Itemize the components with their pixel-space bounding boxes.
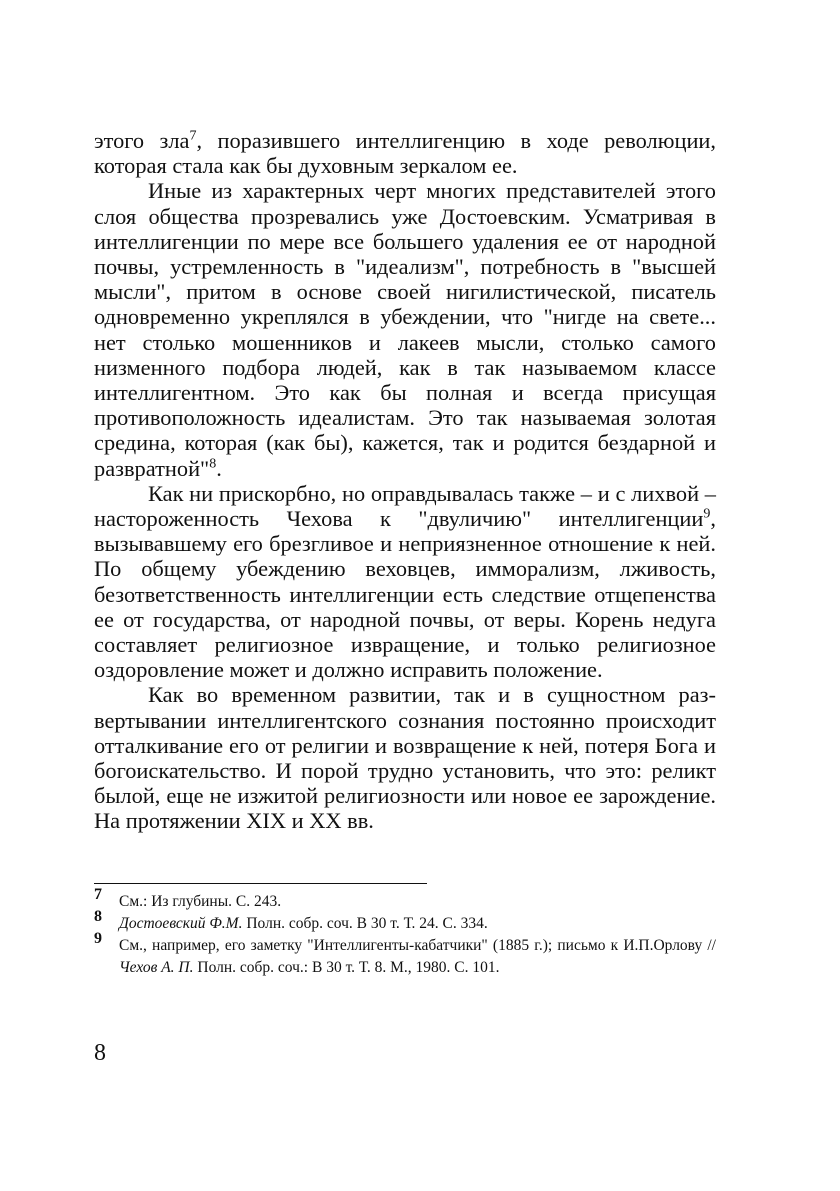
footnote-ref-7[interactable]: 7 xyxy=(189,128,197,144)
footnote-text-after: Полн. собр. соч. В 30 т. Т. 24. С. 334. xyxy=(242,915,488,932)
page-body xyxy=(94,128,716,834)
footnote-text: См., например, его заметку "Интеллигенты-кабатчики" (1885 г.); письмо к И.П.Орлову // xyxy=(119,937,716,954)
page-number: 8 xyxy=(94,1040,106,1066)
footnote-number: 7 xyxy=(94,886,102,903)
paragraph-2-text: Иные из характерных черт многих представителей этого слоя общества прозревались уже Достоевским. Усматривая в интеллигенции по мере все большего удаления ее от народной почвы, устремленность в "идеализм", потребность в "высшей мысли", притом в основе своей нигилистической, писатель одновременно укреплялся в убеждении, что "нигде на свете... нет столько мошенников и лакеев мысли, столько самого низменного подбора людей, как в так называемом классе интеллигентном. Это как бы полная и всегда присущая противоположность идеалистам. Это так называемая золотая средина, которая (как бы), кажется, так и родится бездарной и развратной" xyxy=(94,178,716,481)
footnote-9 xyxy=(94,930,716,979)
paragraph-3 xyxy=(94,481,716,683)
footnote-text-after: Полн. собр. соч.: В 30 т. Т. 8. М., 1980. С. 101. xyxy=(193,959,500,976)
footnote-author: Достоевский Ф.М. xyxy=(119,915,243,932)
paragraph-4 xyxy=(94,682,716,833)
paragraph-2-end: . xyxy=(216,455,222,481)
footnote-ref-9[interactable]: 9 xyxy=(703,506,711,522)
paragraph-3-text-a: Как ни прискорбно, но оправдывалась также – и с лихвой – настороженность Чехова к "двуличию" интеллигенции xyxy=(94,480,716,532)
paragraph-4-text: Как во временном развитии, так и в сущностном развертывании интеллигентского сознания постоянно происходит отталкивание его от религии и возвращение к ней, потеря Бога и богоискательство. И порой трудно установить, что это: реликт былой, еще не изжитой религиозности или новое ее зарождение. На протяжении XIX и XX вв. xyxy=(94,682,716,834)
footnote-8 xyxy=(94,908,716,935)
footnote-number: 8 xyxy=(94,908,102,925)
footnote-divider xyxy=(94,883,427,884)
paragraph-2 xyxy=(94,178,716,480)
paragraph-3-text-b: , вызывавшему его брезгливое и неприязненное отношение к ней. По общему убеждению веховцев, имморализм, лживость, безответственность интеллигенции есть следствие отщепенства ее от государства, от народной почвы, от веры. Корень недуга составляет религиозное извращение, и только религиозное оздоровление может и должно исправить положение. xyxy=(94,506,716,683)
footnote-number: 9 xyxy=(94,930,102,947)
footnotes xyxy=(94,886,716,979)
footnote-text: См.: Из глубины. С. 243. xyxy=(119,893,282,910)
footnote-author: Чехов А. П. xyxy=(119,959,194,976)
paragraph-1 xyxy=(94,128,716,178)
footnote-ref-8[interactable]: 8 xyxy=(209,456,217,472)
footnote-7 xyxy=(94,886,716,913)
paragraph-1-text-a: этого зла xyxy=(94,128,190,153)
paragraph-1-text-b: , поразившего интеллигенцию в ходе революции, которая стала как бы духовным зеркалом ее. xyxy=(94,128,717,179)
